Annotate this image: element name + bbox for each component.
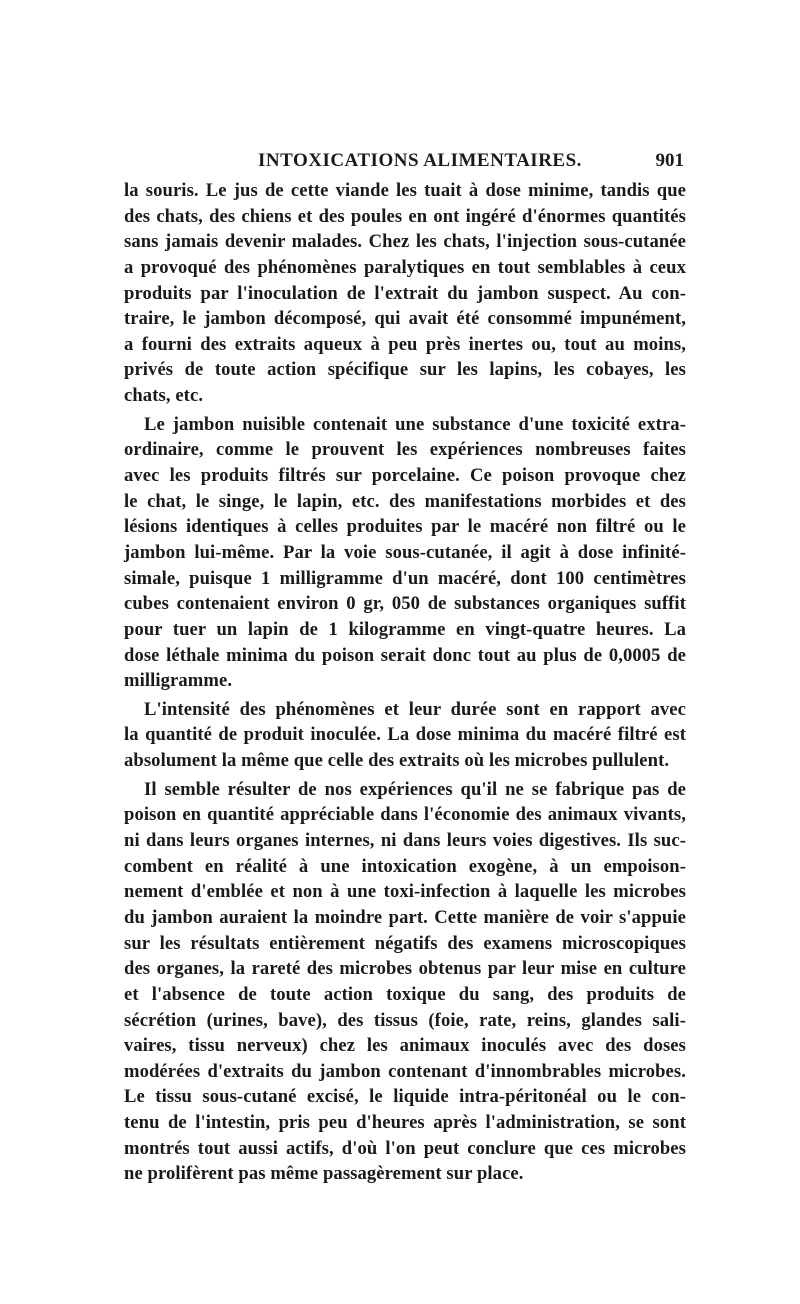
text-line: la souris. Le jus de cette viande les tuait à dose minime, tandis que — [124, 180, 686, 201]
text-line: ne prolifèrent pas même passagèrement sur place. — [124, 1163, 524, 1185]
text-line: sécrétion (urines, bave), des tissus (foie, rate, reins, glandes sali- — [124, 1009, 686, 1031]
text-line: privés de toute action spécifique sur les lapins, les cobayes, les — [124, 359, 686, 381]
text-line: ni dans leurs organes internes, ni dans leurs voies digestives. Ils suc- — [124, 830, 686, 852]
paragraph — [124, 777, 686, 1187]
text-line: pour tuer un lapin de 1 kilogramme en vingt-quatre heures. La — [124, 618, 686, 640]
text-line: Il semble résulter de nos expériences qu'il ne se fabrique pas de — [144, 778, 686, 800]
text-line: tenu de l'intestin, pris peu d'heures après l'administration, se sont — [124, 1112, 686, 1134]
text-line: Le tissu sous-cutané excisé, le liquide intra-péritonéal ou le con- — [124, 1086, 686, 1108]
text-line: et l'absence de toute action toxique du sang, des produits de — [124, 983, 686, 1005]
text-line: traire, le jambon décomposé, qui avait été consommé impunément, — [124, 308, 686, 330]
text-line: simale, puisque 1 milligramme d'un macéré, dont 100 centimètres — [124, 567, 686, 589]
text-line: la quantité de produit inoculée. La dose minima du macéré filtré est — [124, 724, 686, 746]
text-line: modérées d'extraits du jambon contenant d'innombrables microbes. — [124, 1060, 686, 1082]
text-line: chats, etc. — [124, 385, 204, 407]
body-text — [124, 178, 686, 1190]
text-line: combent en réalité à une intoxication exogène, à un empoison- — [124, 855, 686, 877]
text-line: a provoqué des phénomènes paralytiques en tout semblables à ceux — [124, 256, 686, 278]
text-line: lésions identiques à celles produites par le macéré non filtré ou le — [124, 516, 686, 538]
running-title: INTOXICATIONS ALIMENTAIRES. — [258, 150, 582, 171]
text-line: cubes contenaient environ 0 gr, 050 de substances organiques suffit — [124, 593, 686, 615]
text-line: poison en quantité appréciable dans l'économie des animaux vivants, — [124, 804, 686, 826]
text-line: le chat, le singe, le lapin, etc. des manifestations morbides et des — [124, 490, 686, 512]
text-line: montrés tout aussi actifs, d'où l'on peut conclure que ces microbes — [124, 1137, 686, 1159]
text-line: vaires, tissu nerveux) chez les animaux inoculés avec des doses — [124, 1035, 686, 1057]
paragraph — [124, 178, 686, 409]
text-line: dose léthale minima du poison serait donc tout au plus de 0,0005 de — [124, 644, 686, 666]
text-line: milligramme. — [124, 670, 233, 692]
paragraph — [124, 412, 686, 694]
text-line: produits par l'inoculation de l'extrait du jambon suspect. Au con- — [124, 282, 686, 304]
text-line: absolument la même que celle des extraits où les microbes pullulent. — [124, 750, 670, 772]
page-number: 901 — [655, 150, 684, 171]
text-line: des organes, la rareté des microbes obtenus par leur mise en culture — [124, 958, 686, 980]
text-line: ordinaire, comme le prouvent les expériences nombreuses faites — [124, 439, 686, 461]
text-line: des chats, des chiens et des poules en ont ingéré d'énormes quantités — [124, 205, 686, 227]
text-line: du jambon auraient la moindre part. Cette manière de voir s'appuie — [124, 906, 686, 928]
paragraph — [124, 697, 686, 774]
text-line: Le jambon nuisible contenait une substance d'une toxicité extra- — [144, 413, 686, 435]
text-line: jambon lui-même. Par la voie sous-cutanée, il agit à dose infinité- — [124, 541, 686, 563]
text-line: a fourni des extraits aqueux à peu près inertes ou, tout au moins, — [124, 333, 686, 355]
text-line: sur les résultats entièrement négatifs des examens microscopiques — [124, 932, 686, 954]
text-line: sans jamais devenir malades. Chez les chats, l'injection sous-cutanée — [124, 231, 686, 253]
text-line: L'intensité des phénomènes et leur durée sont en rapport avec — [144, 698, 686, 720]
text-line: nement d'emblée et non à une toxi-infection à laquelle les microbes — [124, 881, 686, 903]
text-line: avec les produits filtrés sur porcelaine. Ce poison provoque chez — [124, 465, 686, 487]
page-header — [124, 150, 684, 180]
